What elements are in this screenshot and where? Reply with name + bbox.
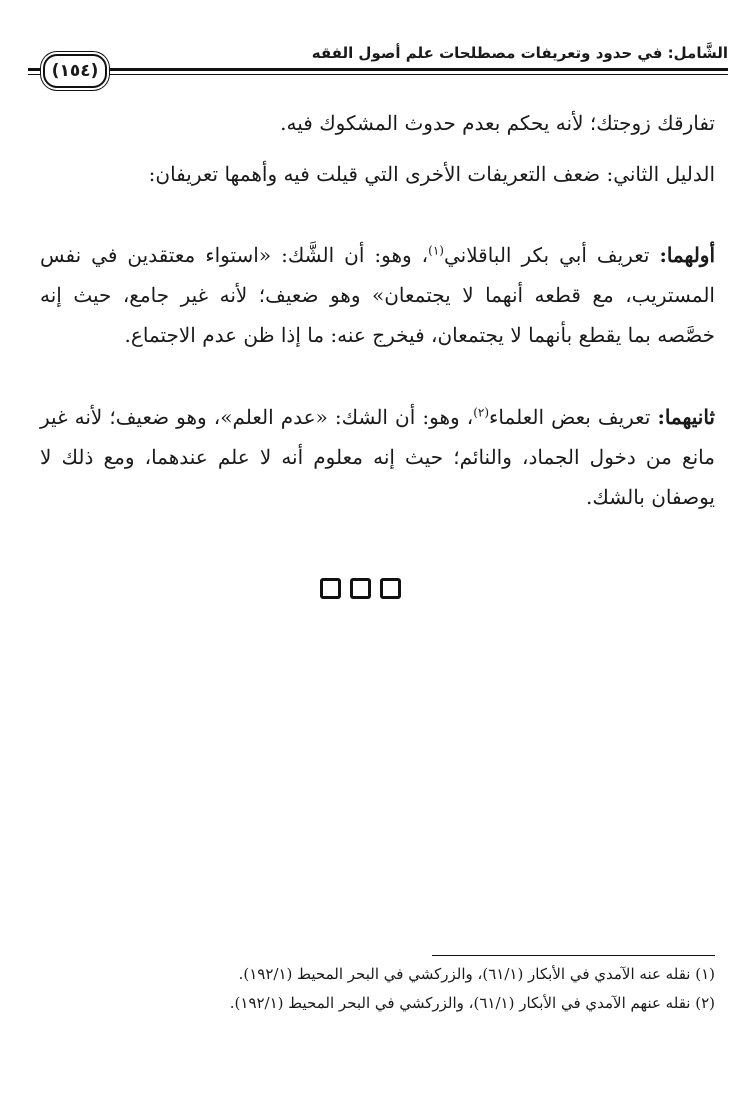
paragraph-4-part-a: تعريف بعض العلماء: [489, 405, 658, 429]
paragraph-2: [40, 154, 715, 194]
running-title: الشَّامل: في حدود وتعريفات مصطلحات علم أصول الفقه: [311, 44, 728, 62]
page-number: (١٥٤): [43, 54, 107, 88]
paragraph-4-text: [40, 397, 715, 517]
footnotes: [229, 960, 715, 1018]
square-ornament-icon: [320, 578, 341, 599]
paragraph-3: [40, 235, 715, 355]
paragraph-1-text: تفارقك زوجتك؛ لأنه يحكم بعدم حدوث المشكوك فيه.: [280, 111, 715, 135]
paragraph-3-part-a: تعريف أبي بكر الباقلاني: [443, 243, 660, 267]
paragraph-3-lead: أولهما:: [659, 243, 716, 267]
footnote-ref-2[interactable]: (٢): [473, 405, 490, 420]
paragraph-3-text: [40, 235, 715, 355]
page-header: [28, 38, 728, 81]
paragraph-4-lead: ثانيهما:: [657, 405, 715, 429]
footnote-separator: [432, 955, 715, 956]
paragraph-2-text: الدليل الثاني: ضعف التعريفات الأخرى التي قيلت فيه وأهمها تعريفان:: [148, 162, 715, 186]
header-rule-thin: [28, 74, 728, 75]
paragraph-3-part-b: ، وهو: أن الشَّك: «استواء معتقدين في نفس المستريب، مع قطعه أنهما لا يجتمعان» وهو ضعيف؛ لأنه غير جامع، حيث إنه خصَّصه بما يقطع بأنهما لا يجتمعان، فيخرج عنه: ما إذا ظن عدم الاجتماع.: [40, 243, 715, 347]
paragraph-4-part-b: ، وهو: أن الشك: «عدم العلم»، وهو ضعيف؛ لأنه غير مانع من دخول الجماد، والنائم؛ حيث إنه معلوم أنه لا علم عندهما، ومع ذلك لا يوصفان بالشك.: [40, 405, 715, 509]
header-rule: [28, 68, 728, 71]
footnote-1: (١) نقله عنه الآمدي في الأبكار (٦١/١)، والزركشي في البحر المحيط (١٩٢/١).: [238, 965, 715, 983]
section-divider-ornament: [320, 578, 401, 599]
square-ornament-icon: [350, 578, 371, 599]
square-ornament-icon: [380, 578, 401, 599]
paragraph-4: [40, 397, 715, 517]
footnote-2: (٢) نقله عنهم الآمدي في الأبكار (٦١/١)، والزركشي في البحر المحيط (١٩٢/١).: [229, 994, 715, 1012]
footnote-ref-1[interactable]: (١): [428, 243, 444, 258]
paragraph-1: [40, 103, 715, 143]
